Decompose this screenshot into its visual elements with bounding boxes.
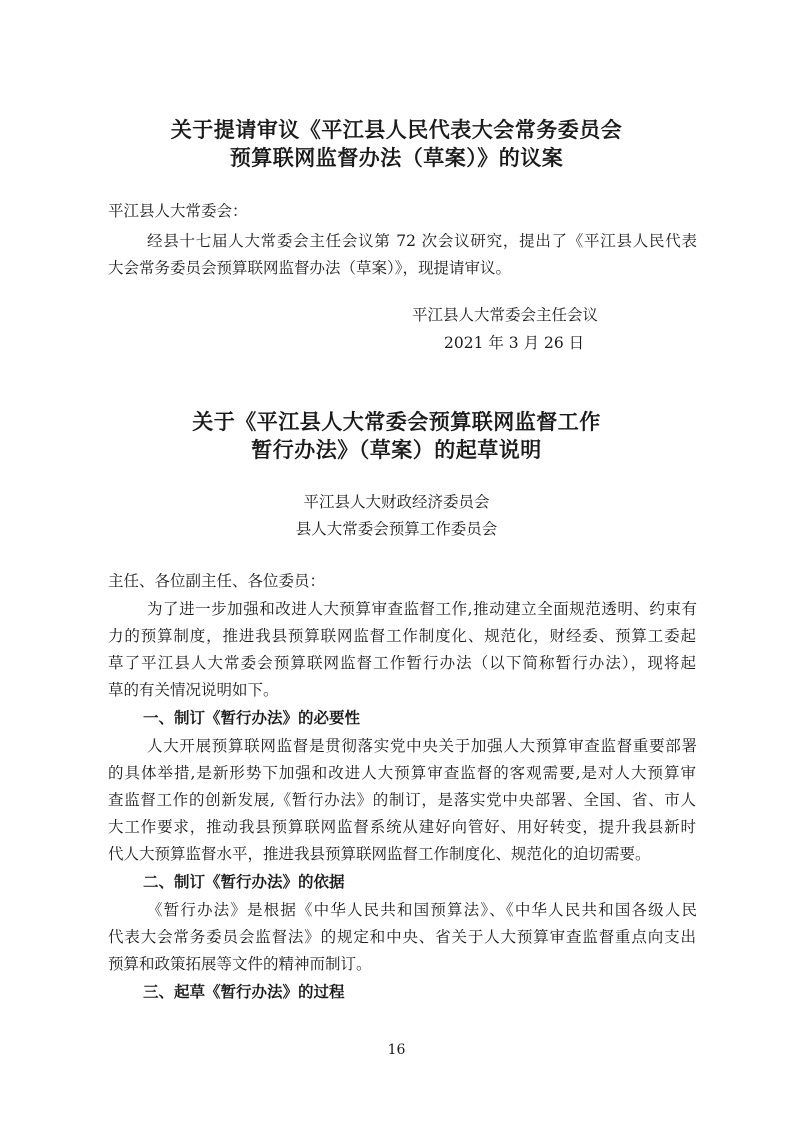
motion-body-line-1: 经县十七届人大常委会主任会议第 72 次会议研究，提出了《平江县人民代表 — [147, 232, 697, 250]
intro-line: 为了进一步加强和改进人大预算审查监督工作,推动建立全面规范透明、约束有 — [147, 600, 697, 618]
explanation-title-line-2: 暂行办法》（草案）的起草说明 — [251, 438, 542, 462]
motion-date: 2021 年 3 月 26 日 — [444, 334, 585, 352]
section-1-line: 人大开展预算联网监督是贯彻落实党中央关于加强人大预算审查监督重要部署 — [147, 737, 697, 755]
motion-title-line-1: 关于提请审议《平江县人民代表大会常务委员会 — [170, 118, 623, 142]
intro-line: 草的有关情况说明如下。 — [108, 681, 279, 699]
section-1-heading: 一、制订《暂行办法》的必要性 — [143, 709, 361, 727]
section-3-heading: 三、起草《暂行办法》的过程 — [143, 983, 345, 1001]
section-1-line: 查监督工作的创新发展,《暂行办法》的制订，是落实党中央部署、全国、省、市人 — [108, 791, 696, 809]
motion-signature: 平江县人大常委会主任会议 — [412, 306, 599, 324]
section-1-line: 代人大预算监督水平，推进我县预算联网监督工作制度化、规范化的迫切需要。 — [108, 845, 651, 863]
motion-body-line-2: 大会常务委员会预算联网监督办法（草案）》，现提请审议。 — [108, 259, 512, 277]
section-2-heading: 二、制订《暂行办法》的依据 — [143, 873, 345, 891]
section-1-line: 的具体举措,是新形势下加强和改进人大预算审查监督的客观需要,是对人大预算审 — [108, 764, 696, 782]
explanation-author-2: 县人大常委会预算工作委员会 — [295, 520, 498, 538]
section-1-line: 大工作要求，推动我县预算联网监督系统从建好向管好、用好转变，提升我县新时 — [108, 818, 696, 836]
page-number: 16 — [387, 1042, 406, 1058]
motion-title-line-2: 预算联网监督办法（草案）》的议案 — [229, 146, 564, 170]
intro-line: 力的预算制度，推进我县预算联网监督工作制度化、规范化，财经委、预算工委起 — [108, 627, 696, 645]
section-2-line: 《暂行办法》是根据《中华人民共和国预算法》、《中华人民共和国各级人民 — [147, 901, 697, 919]
explanation-author-1: 平江县人大财政经济委员会 — [303, 493, 490, 511]
section-2-line: 代表大会常务委员会监督法》的规定和中央、省关于人大预算审查监督重点向支出 — [108, 928, 696, 946]
section-2-line: 预算和政策拓展等文件的精神而制订。 — [108, 955, 372, 973]
explanation-salutation: 主任、各位副主任、各位委员： — [108, 572, 326, 590]
intro-line: 草了平江县人大常委会预算联网监督工作暂行办法（以下简称暂行办法），现将起 — [108, 654, 696, 672]
motion-salutation: 平江县人大常委会： — [108, 202, 248, 220]
explanation-title-line-1: 关于《平江县人大常委会预算联网监督工作 — [192, 410, 601, 434]
